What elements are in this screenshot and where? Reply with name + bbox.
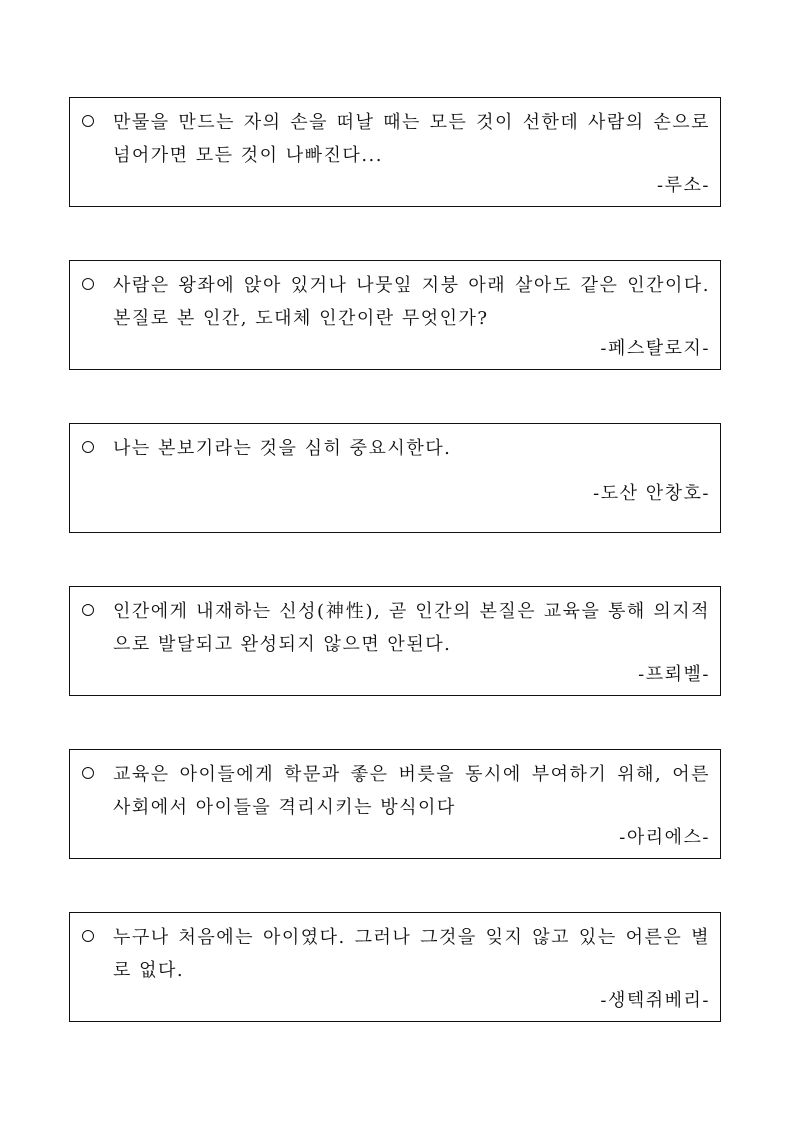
circle-bullet-icon <box>82 767 94 779</box>
quote-text: 인간에게 내재하는 신성(神性), 곧 인간의 본질은 교육을 통해 의지적으로 발달되고 완성되지 않으면 안된다. <box>113 601 710 655</box>
circle-bullet-icon <box>82 441 94 453</box>
quote-box-aries <box>69 749 721 859</box>
quote-text: 교육은 아이들에게 학문과 좋은 버릇을 동시에 부여하기 위해, 어른 사회에서 아이들을 격리시키는 방식이다 <box>113 764 710 818</box>
circle-bullet-icon <box>82 115 94 127</box>
quote-text-block <box>82 921 710 987</box>
quote-text-block <box>82 595 710 661</box>
quote-box-saint-exupery <box>69 912 721 1022</box>
quote-author: -루소- <box>657 175 710 196</box>
quote-box-froebel <box>69 586 721 696</box>
quote-box-ahn-changho <box>69 423 721 533</box>
quote-text-block <box>82 269 710 335</box>
quote-box-pestalozzi <box>69 260 721 370</box>
quote-text-block <box>82 106 710 172</box>
circle-bullet-icon <box>82 930 94 942</box>
quote-text-block <box>82 432 710 465</box>
quote-author: -도산 안창호- <box>593 483 710 504</box>
quote-text-block <box>82 758 710 824</box>
quote-box-rousseau <box>69 97 721 207</box>
circle-bullet-icon <box>82 278 94 290</box>
quote-text: 나는 본보기라는 것을 심히 중요시한다. <box>113 438 452 459</box>
quote-text: 사람은 왕좌에 앉아 있거나 나뭇잎 지붕 아래 살아도 같은 인간이다. 본질로 본 인간, 도대체 인간이란 무엇인가? <box>113 275 710 329</box>
quote-author: -페스탈로지- <box>600 338 710 359</box>
quote-author: -생텍쥐베리- <box>600 990 710 1011</box>
quote-text: 만물을 만드는 자의 손을 떠날 때는 모든 것이 선한데 사람의 손으로 넘어가면 모든 것이 나빠진다... <box>113 112 710 166</box>
quote-author: -프뢰벨- <box>638 664 710 685</box>
quote-author: -아리에스- <box>619 827 710 848</box>
quote-text: 누구나 처음에는 아이였다. 그러나 그것을 잊지 않고 있는 어른은 별로 없다. <box>113 927 710 981</box>
circle-bullet-icon <box>82 604 94 616</box>
